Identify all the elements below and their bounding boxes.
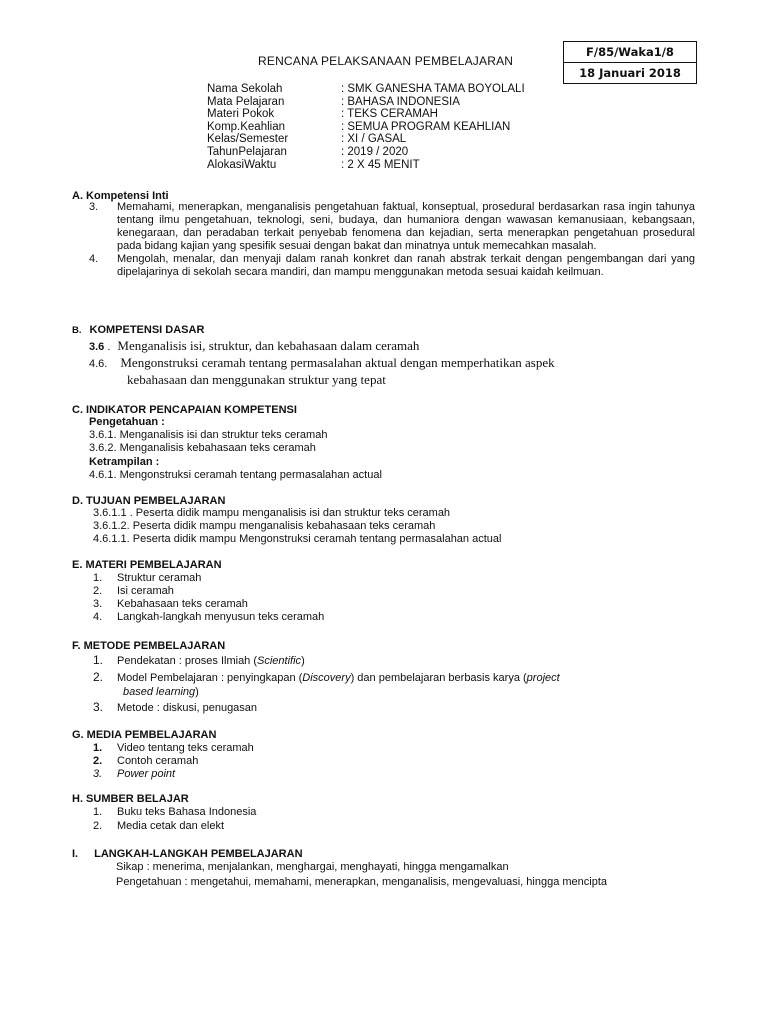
document-date: 18 Januari 2018 (564, 62, 696, 83)
item-text-emphasis: based learning (123, 686, 196, 698)
list-item (93, 611, 324, 624)
item-text: Kebahasaan teks ceramah (117, 598, 248, 610)
subsection-label: Pengetahuan : (89, 416, 165, 428)
item-text-pre: Pendekatan : proses Ilmiah ( (117, 655, 258, 667)
identity-label: Nama Sekolah (207, 83, 283, 95)
item-text: Menganalisis isi, struktur, dan kebahasaan dalam ceramah (117, 338, 420, 353)
section-c-heading: C. INDIKATOR PENCAPAIAN KOMPETENSI (72, 404, 297, 416)
list-item (93, 755, 254, 768)
section-b-heading (72, 324, 204, 336)
item-number: 1. (93, 653, 104, 667)
item-text-pre: Model Pembelajaran : penyingkapan ( (117, 672, 303, 684)
identity-label: Mata Pelajaran (207, 95, 285, 108)
identity-value: : SEMUA PROGRAM KEAHLIAN (341, 120, 511, 133)
item-text-emphasis: Scientific (257, 655, 302, 667)
identity-value: : SMK GANESHA TAMA BOYOLALI (341, 83, 525, 95)
list-item (89, 253, 695, 279)
objective-item: 3.6.1.1 . Peserta didik mampu menganalisis isi dan struktur teks ceramah (93, 507, 451, 519)
item-text: Langkah-langkah menyusun teks ceramah (117, 611, 325, 623)
item-text-line2: kebahasaan dan menggunakan struktur yang tepat (127, 372, 386, 387)
indicator-item: 3.6.1. Menganalisis isi dan struktur teks ceramah (89, 429, 328, 441)
list-item (93, 598, 324, 611)
list-item (89, 201, 695, 253)
item-number: 3. (93, 700, 104, 714)
item-number: 4.6. (89, 358, 108, 370)
item-text: Power point (117, 768, 176, 780)
section-d-heading: D. TUJUAN PEMBELAJARAN (72, 495, 226, 507)
list-item (93, 585, 324, 598)
section-title: LANGKAH-LANGKAH PEMBELAJARAN (94, 848, 303, 860)
list-item (93, 806, 256, 819)
method-item (93, 671, 560, 685)
indicator-item: 3.6.2. Menganalisis kebahasaan teks ceramah (89, 442, 316, 454)
section-g-list (93, 742, 254, 781)
method-item (93, 701, 257, 715)
item-number: 2. (93, 670, 104, 684)
item-text: Metode : diskusi, penugasan (117, 702, 258, 714)
step-line: Sikap : menerima, menjalankan, menghargai, menghayati, hingga mengamalkan (116, 861, 509, 873)
item-separator: . (104, 341, 111, 353)
section-f-heading: F. METODE PEMBELAJARAN (72, 640, 226, 652)
item-text-post: ) (301, 655, 305, 667)
item-number: 3. (93, 598, 103, 610)
section-e-list (93, 572, 324, 624)
item-text: Buku teks Bahasa Indonesia (117, 806, 257, 818)
item-number: 2. (93, 755, 103, 767)
item-number: 3. (93, 768, 103, 780)
item-text: Video tentang teks ceramah (117, 742, 254, 754)
item-number: 2. (93, 820, 103, 832)
identity-row (207, 159, 525, 172)
section-g-heading: G. MEDIA PEMBELAJARAN (72, 729, 217, 741)
section-title: KOMPETENSI DASAR (89, 324, 205, 336)
item-number: 4. (89, 253, 99, 265)
document-code: F/85/Waka1/8 (586, 45, 674, 59)
document-code-box (563, 41, 697, 84)
list-item (93, 768, 254, 781)
objective-item: 3.6.1.2. Peserta didik mampu menganalisis kebahasaan teks ceramah (93, 520, 436, 532)
identity-value: : BAHASA INDONESIA (341, 95, 460, 108)
step-line: Pengetahuan : mengetahui, memahami, menerapkan, menganalisis, mengevaluasi, hingga mencipta (116, 876, 608, 888)
indicator-item: 4.6.1. Mengonstruksi ceramah tentang permasalahan actual (89, 469, 382, 481)
item-number: 1. (93, 572, 103, 584)
section-h-heading: H. SUMBER BELAJAR (72, 793, 189, 805)
list-item (93, 742, 254, 755)
section-letter: I. (72, 848, 79, 860)
section-i-heading (72, 848, 303, 860)
item-text: Memahami, menerapkan, menganalisis pengetahuan faktual, konseptual, prosedural berdasarkan rasa ingin tahunya tentang ilmu pengetahuan, teknologi, seni, budaya, dan humaniora dengan wawasan kemanusiaan, kebangsaan, kenegaraan, dan peradaban terkait penyebab fenomena dan kejadian, serta menerapkan pengetahuan prosedural pada bidang kajian yang spesifik sesuai dengan bakat dan minatnya untuk memecahkan masalah. (117, 201, 695, 252)
item-number: 2. (93, 585, 103, 597)
identity-row (207, 133, 525, 146)
identity-value: : XI / GASAL (341, 133, 407, 146)
item-number: 1. (93, 806, 103, 818)
identity-value: : 2019 / 2020 (341, 145, 409, 158)
identity-table (207, 83, 525, 171)
page-title: RENCANA PELAKSANAAN PEMBELAJARAN (258, 54, 514, 68)
item-text: Contoh ceramah (117, 755, 199, 767)
section-letter: B. (72, 325, 82, 336)
identity-row (207, 96, 525, 109)
method-item (93, 654, 305, 668)
item-text-emphasis: Discovery (302, 672, 351, 684)
item-text-line1: Mengonstruksi ceramah tentang permasalahan aktual dengan memperhatikan aspek (120, 355, 555, 370)
item-text: Media cetak dan elekt (117, 820, 225, 832)
item-number: 3.6 (89, 341, 105, 353)
item-text-mid: ) dan pembelajaran berbasis karya ( (350, 672, 527, 684)
identity-label: TahunPelajaran (207, 145, 287, 158)
item-number: 3. (89, 201, 99, 213)
item-text: Mengolah, menalar, dan menyaji dalam ranah konkret dan ranah abstrak terkait dengan pengembangan dari yang dipelajarinya di sekolah secara mandiri, dan mampu menggunakan metoda sesuai kaidah keilmuan. (117, 253, 695, 278)
item-text: Struktur ceramah (117, 572, 202, 584)
section-a-heading: A. Kompetensi Inti (72, 190, 169, 202)
section-e-heading: E. MATERI PEMBELAJARAN (72, 559, 222, 571)
method-item-continuation (123, 686, 199, 699)
item-text-post: ) (195, 686, 199, 698)
item-number: 4. (93, 611, 103, 623)
list-item (93, 572, 324, 585)
identity-value: : 2 X 45 MENIT (341, 158, 420, 171)
item-text-emphasis: project (526, 672, 560, 684)
objective-item: 4.6.1.1. Peserta didik mampu Mengonstruksi ceramah tentang permasalahan actual (93, 533, 502, 545)
identity-value: : TEKS CERAMAH (341, 108, 438, 121)
identity-row (207, 146, 525, 159)
section-h-list (93, 806, 256, 833)
identity-row (207, 83, 525, 96)
identity-label: AlokasiWaktu (207, 158, 277, 171)
item-text: Isi ceramah (117, 585, 174, 597)
identity-label: Materi Pokok (207, 108, 275, 121)
identity-row (207, 108, 525, 121)
subsection-label: Ketrampilan : (89, 456, 160, 468)
identity-label: Kelas/Semester (207, 133, 289, 146)
identity-label: Komp.Keahlian (207, 120, 285, 133)
section-a-list (89, 201, 695, 279)
item-number: 1. (93, 742, 103, 754)
identity-row (207, 121, 525, 134)
list-item (93, 820, 256, 833)
